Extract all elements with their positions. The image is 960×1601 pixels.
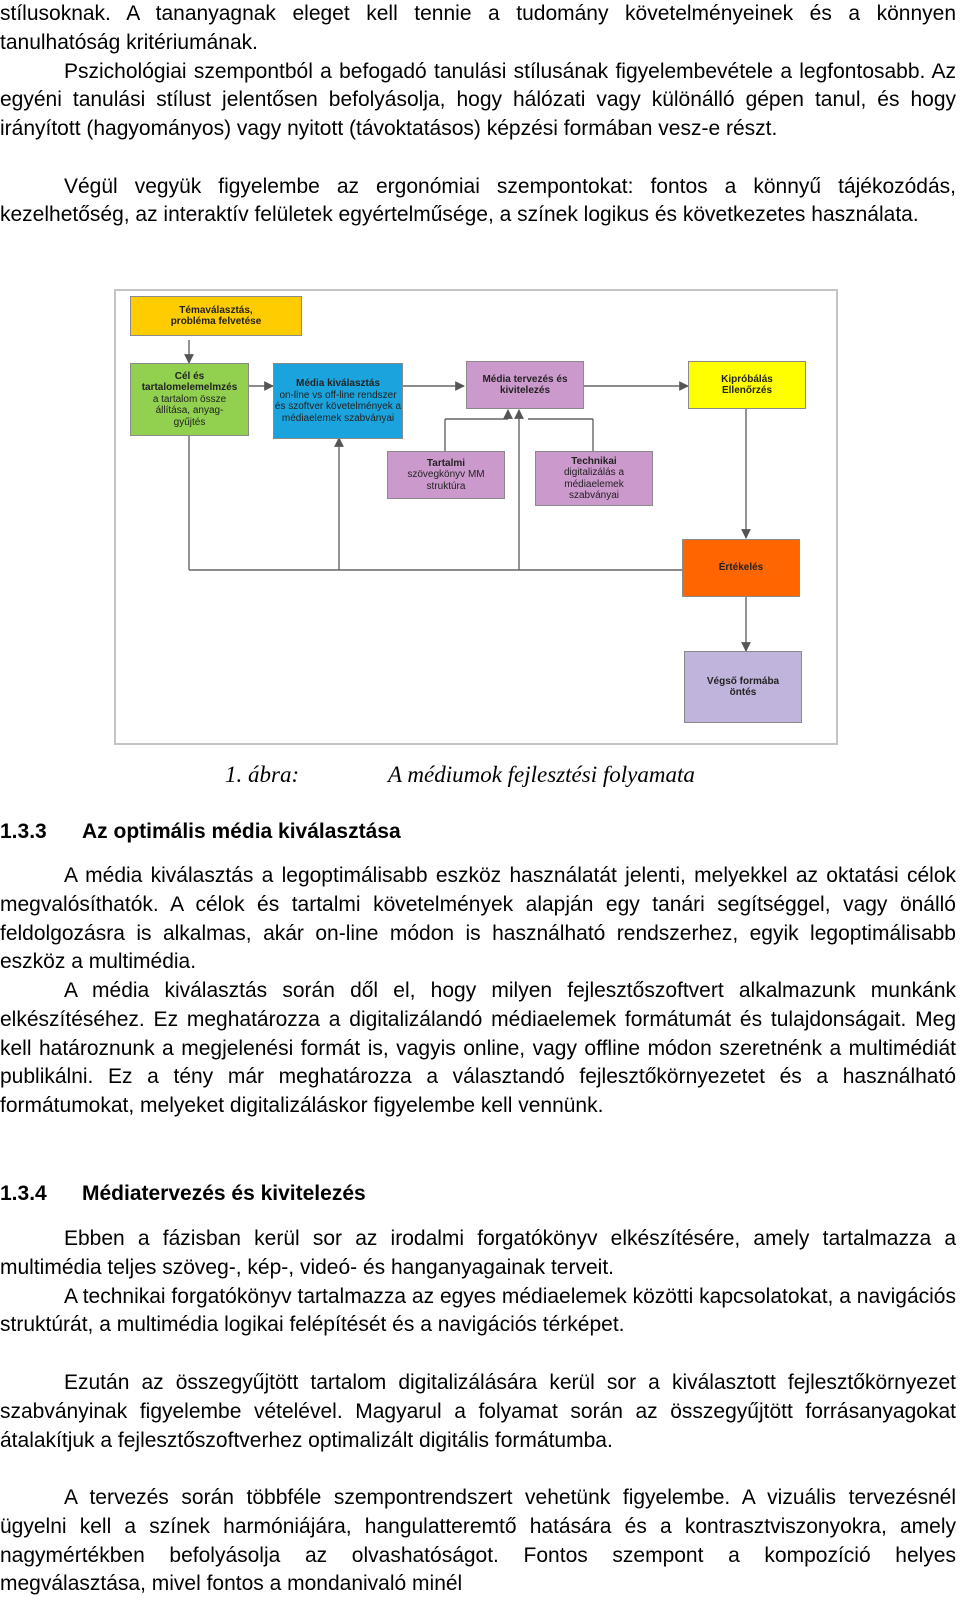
section-title: Az optimális média kiválasztása [82, 820, 401, 843]
paragraph: Ezután az összegyűjtött tartalom digitalizálására kerül sor a kiválasztott fejlesztőkörnyezet szabványinak figyelembe vételével. Magyarul a folyamat során az összegyűjtött forrásanyagokat átalakítjuk a fejlesztőszoftverhez optimalizált digitális formátumba. [0, 1371, 956, 1452]
box-text: a tartalom össze állítása, anyag-gyűjtés [152, 393, 227, 428]
box-ertekeles [682, 539, 800, 597]
box-technikai [535, 451, 653, 506]
box-title: Kipróbálás Ellenőrzés [721, 373, 773, 396]
box-cel [130, 363, 249, 436]
section-number: 1.3.3 [0, 820, 47, 843]
box-text: szövegkönyv MM struktúra [407, 469, 485, 492]
box-title: Értékelés [718, 562, 764, 574]
box-tartalmi [387, 451, 505, 499]
box-title: Média tervezés és kivitelezés [482, 373, 568, 396]
box-title: Média kiválasztás [296, 378, 380, 389]
figure-caption-number: 1. ábra: [225, 762, 300, 787]
box-media-kivalasztas [273, 363, 403, 439]
section-title: Médiatervezés és kivitelezés [82, 1182, 366, 1205]
figure-caption-title: A médiumok fejlesztési folyamata [388, 762, 695, 787]
section-number: 1.3.4 [0, 1182, 47, 1205]
section-heading-1-3-4 [0, 1182, 366, 1206]
box-text: on-line vs off-line rendszer és szoftver követelmények a médiaelemek szabványai [274, 389, 402, 424]
box-temavalasztas [130, 296, 302, 336]
paragraph: A média kiválasztás a legoptimálisabb eszköz használatát jelenti, melyekkel az oktatási célok megvalósíthatók. A célok és tartalmi követelmények alapján egy tanári segítséggel, vagy önálló feldolgozásra is alkalmas, akár on-line módon is használható rendszerhez, egyik legoptimálisabb eszköz a multimédia. [0, 864, 956, 974]
box-title: Végső formába öntés [706, 675, 780, 698]
paragraph: Végül vegyük figyelembe az ergonómiai szempontokat: fontos a könnyű tájékozódás, kezelhetőség, az interaktív felületek egyértelműsége, a színek logikus és következetes használata. [0, 174, 956, 227]
paragraph: A technikai forgatókönyv tartalmazza az egyes médiaelemek közötti kapcsolatokat, a navigációs struktúrát, a multimédia logikai felépítését és a navigációs térképet. [0, 1284, 956, 1337]
box-title: Tartalmi [426, 457, 466, 469]
box-kiprobalas [688, 361, 806, 409]
section-heading-1-3-3 [0, 820, 401, 844]
box-text: digitalizálás a médiaelemek szabványai [563, 467, 625, 501]
paragraph: Ebben a fázisban kerül sor az irodalmi forgatókönyv elkészítésére, amely tartalmazza a multimédia teljes szöveg-, kép-, videó- és hanganyagainak terveit. [0, 1227, 956, 1279]
box-title: Cél és tartalomelemelmzés [141, 370, 238, 394]
box-vegso [684, 651, 802, 723]
box-title: Témaválasztás, probléma felvetése [170, 304, 262, 327]
box-media-tervezes [466, 361, 584, 409]
box-title: Technikai [571, 455, 617, 467]
paragraph: Pszichológiai szempontból a befogadó tanulási stílusának figyelembevétele a legfontosabb. Az egyéni tanulási stílust jelentősen befolyásolja, hogy hálózati vagy különálló gépen tanul, és hogy irányított (hagyományos) vagy nyitott (távoktatásos) képzési formában vesz-e részt. [0, 59, 956, 140]
paragraph: stílusoknak. A tananyagnak eleget kell tennie a tudomány követelményeinek és a könnyen tanulhatóság kritériumának. [0, 2, 956, 54]
process-diagram [114, 289, 838, 745]
paragraph: A média kiválasztás során dől el, hogy milyen fejlesztőszoftvert alkalmazunk munkánk elkészítéséhez. Ez meghatározza a digitalizálandó médiaelemek formátumát és tulajdonságait. Meg kell határoznunk a megjelenési formát is, vagyis online, vagy offline módon szeretnénk a multimédiát publikálni. Ez a tény már meghatározza a választandó fejlesztőkörnyezetet és a használható formátumokat, melyeket digitalizáláskor figyelembe kell vennünk. [0, 979, 956, 1117]
paragraph: A tervezés során többféle szempontrendszert vehetünk figyelembe. A vizuális tervezésnél ügyelni kell a színek harmóniájára, hangulatteremtő hatására és a kontrasztviszonyokra, amely nagymértékben befolyásolja az olvashatóságot. Fontos szempont a kompozíció helyes megválasztása, mivel fontos a mondanivaló minél [0, 1486, 956, 1596]
